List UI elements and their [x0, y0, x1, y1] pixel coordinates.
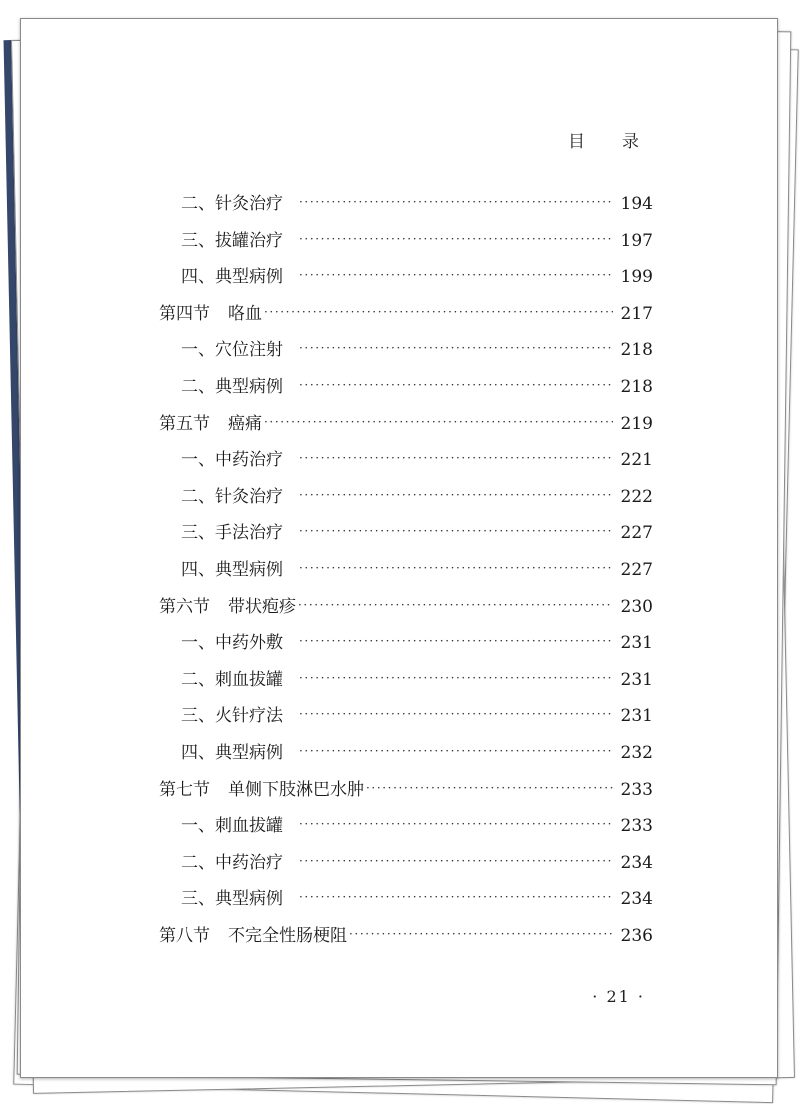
toc-page-number: 231 [620, 669, 653, 690]
toc-entry-label [159, 335, 283, 360]
dot-leader [299, 744, 613, 758]
toc-page-number: 218 [620, 340, 653, 361]
toc-page-number: 233 [620, 816, 653, 837]
toc-entry-title: 四、典型病例 [181, 267, 283, 288]
toc-section-number: 第七节 [159, 779, 210, 800]
dot-leader [264, 305, 613, 319]
toc-entry-label [159, 189, 283, 214]
toc-entry-label [159, 848, 283, 873]
toc-page-number: 199 [620, 267, 653, 288]
toc-section-number: 第八节 [159, 925, 210, 946]
dot-leader [299, 854, 613, 868]
toc-entry-title: 不完全性肠梗阻 [228, 925, 347, 946]
running-head: 目 录 [568, 132, 649, 152]
dot-leader [299, 817, 613, 831]
toc-entry-label [159, 482, 283, 507]
toc-subsection-row[interactable] [159, 262, 653, 299]
dot-leader [299, 378, 613, 392]
toc-section-row[interactable] [159, 775, 653, 812]
toc-entry-label [159, 884, 283, 909]
table-of-contents [159, 189, 653, 957]
toc-page-number: 234 [620, 852, 653, 873]
toc-entry-title: 三、典型病例 [181, 889, 283, 910]
dot-leader [299, 524, 613, 538]
toc-subsection-row[interactable] [159, 189, 653, 226]
dot-leader [299, 671, 613, 685]
toc-page-number: 227 [620, 523, 653, 544]
dot-leader [299, 451, 613, 465]
dot-leader [349, 927, 613, 941]
dot-leader [299, 232, 613, 246]
toc-subsection-row[interactable] [159, 482, 653, 519]
toc-entry-label [159, 701, 283, 726]
document-page [20, 18, 778, 1078]
toc-page-number: 221 [620, 450, 653, 471]
toc-subsection-row[interactable] [159, 226, 653, 263]
toc-entry-label [159, 518, 283, 543]
toc-entry-title: 三、手法治疗 [181, 523, 283, 544]
dot-leader [299, 268, 613, 282]
toc-subsection-row[interactable] [159, 738, 653, 775]
toc-section-row[interactable] [159, 921, 653, 958]
dot-leader [299, 707, 613, 721]
toc-entry-label [159, 226, 283, 251]
toc-entry-label [159, 409, 262, 434]
toc-page-number: 232 [620, 742, 653, 763]
toc-page-number: 219 [620, 413, 653, 434]
dot-leader [299, 488, 613, 502]
dot-leader [299, 561, 613, 575]
toc-subsection-row[interactable] [159, 628, 653, 665]
toc-entry-label [159, 811, 283, 836]
toc-entry-label [159, 372, 283, 397]
toc-section-number: 第六节 [159, 596, 210, 617]
toc-subsection-row[interactable] [159, 848, 653, 885]
toc-page-number: 233 [620, 779, 653, 800]
toc-entry-label [159, 775, 364, 800]
toc-subsection-row[interactable] [159, 445, 653, 482]
toc-section-row[interactable] [159, 409, 653, 446]
toc-entry-label [159, 262, 283, 287]
toc-section-number: 第五节 [159, 413, 210, 434]
toc-entry-title: 二、针灸治疗 [181, 194, 283, 214]
dot-leader [299, 195, 613, 209]
dot-leader [299, 341, 613, 355]
toc-entry-title: 癌痛 [228, 413, 262, 434]
toc-entry-title: 一、中药治疗 [181, 450, 283, 471]
toc-subsection-row[interactable] [159, 372, 653, 409]
toc-entry-title: 三、拔罐治疗 [181, 230, 283, 251]
toc-entry-title: 二、典型病例 [181, 376, 283, 397]
dot-leader [298, 598, 613, 612]
toc-entry-title: 一、中药外敷 [181, 633, 283, 654]
toc-entry-title: 一、穴位注射 [181, 340, 283, 361]
toc-subsection-row[interactable] [159, 701, 653, 738]
toc-entry-title: 二、刺血拔罐 [181, 669, 283, 690]
toc-page-number: 218 [620, 376, 653, 397]
toc-page-number: 227 [620, 559, 653, 580]
toc-subsection-row[interactable] [159, 884, 653, 921]
toc-entry-label [159, 592, 296, 617]
toc-entry-title: 四、典型病例 [181, 559, 283, 580]
toc-page-number: 217 [620, 303, 653, 324]
toc-page-number: 230 [620, 596, 653, 617]
toc-page-number: 194 [620, 194, 653, 214]
toc-section-row[interactable] [159, 299, 653, 336]
toc-entry-title: 二、针灸治疗 [181, 486, 283, 507]
toc-page-number: 234 [620, 889, 653, 910]
toc-page-number: 236 [620, 925, 653, 946]
toc-subsection-row[interactable] [159, 335, 653, 372]
page-number: · 21 · [592, 987, 645, 1006]
toc-subsection-row[interactable] [159, 555, 653, 592]
toc-entry-title: 四、典型病例 [181, 742, 283, 763]
toc-entry-title: 单侧下肢淋巴水肿 [228, 779, 364, 800]
toc-entry-title: 咯血 [228, 303, 262, 324]
dot-leader [299, 634, 613, 648]
toc-entry-label [159, 921, 347, 946]
toc-entry-label [159, 665, 283, 690]
toc-page-number: 231 [620, 706, 653, 727]
toc-section-row[interactable] [159, 592, 653, 629]
toc-page-number: 222 [620, 486, 653, 507]
dot-leader [299, 890, 613, 904]
dot-leader [366, 781, 613, 795]
dot-leader [264, 415, 613, 429]
toc-entry-title: 带状疱疹 [228, 596, 296, 617]
toc-entry-title: 二、中药治疗 [181, 852, 283, 873]
toc-entry-title: 三、火针疗法 [181, 706, 283, 727]
toc-entry-title: 一、刺血拔罐 [181, 816, 283, 837]
toc-subsection-row[interactable] [159, 665, 653, 702]
toc-entry-label [159, 299, 262, 324]
toc-section-number: 第四节 [159, 303, 210, 324]
toc-page-number: 197 [620, 230, 653, 251]
toc-entry-label [159, 738, 283, 763]
toc-entry-label [159, 628, 283, 653]
toc-page-number: 231 [620, 633, 653, 654]
toc-entry-label [159, 445, 283, 470]
toc-entry-label [159, 555, 283, 580]
toc-subsection-row[interactable] [159, 518, 653, 555]
toc-subsection-row[interactable] [159, 811, 653, 848]
